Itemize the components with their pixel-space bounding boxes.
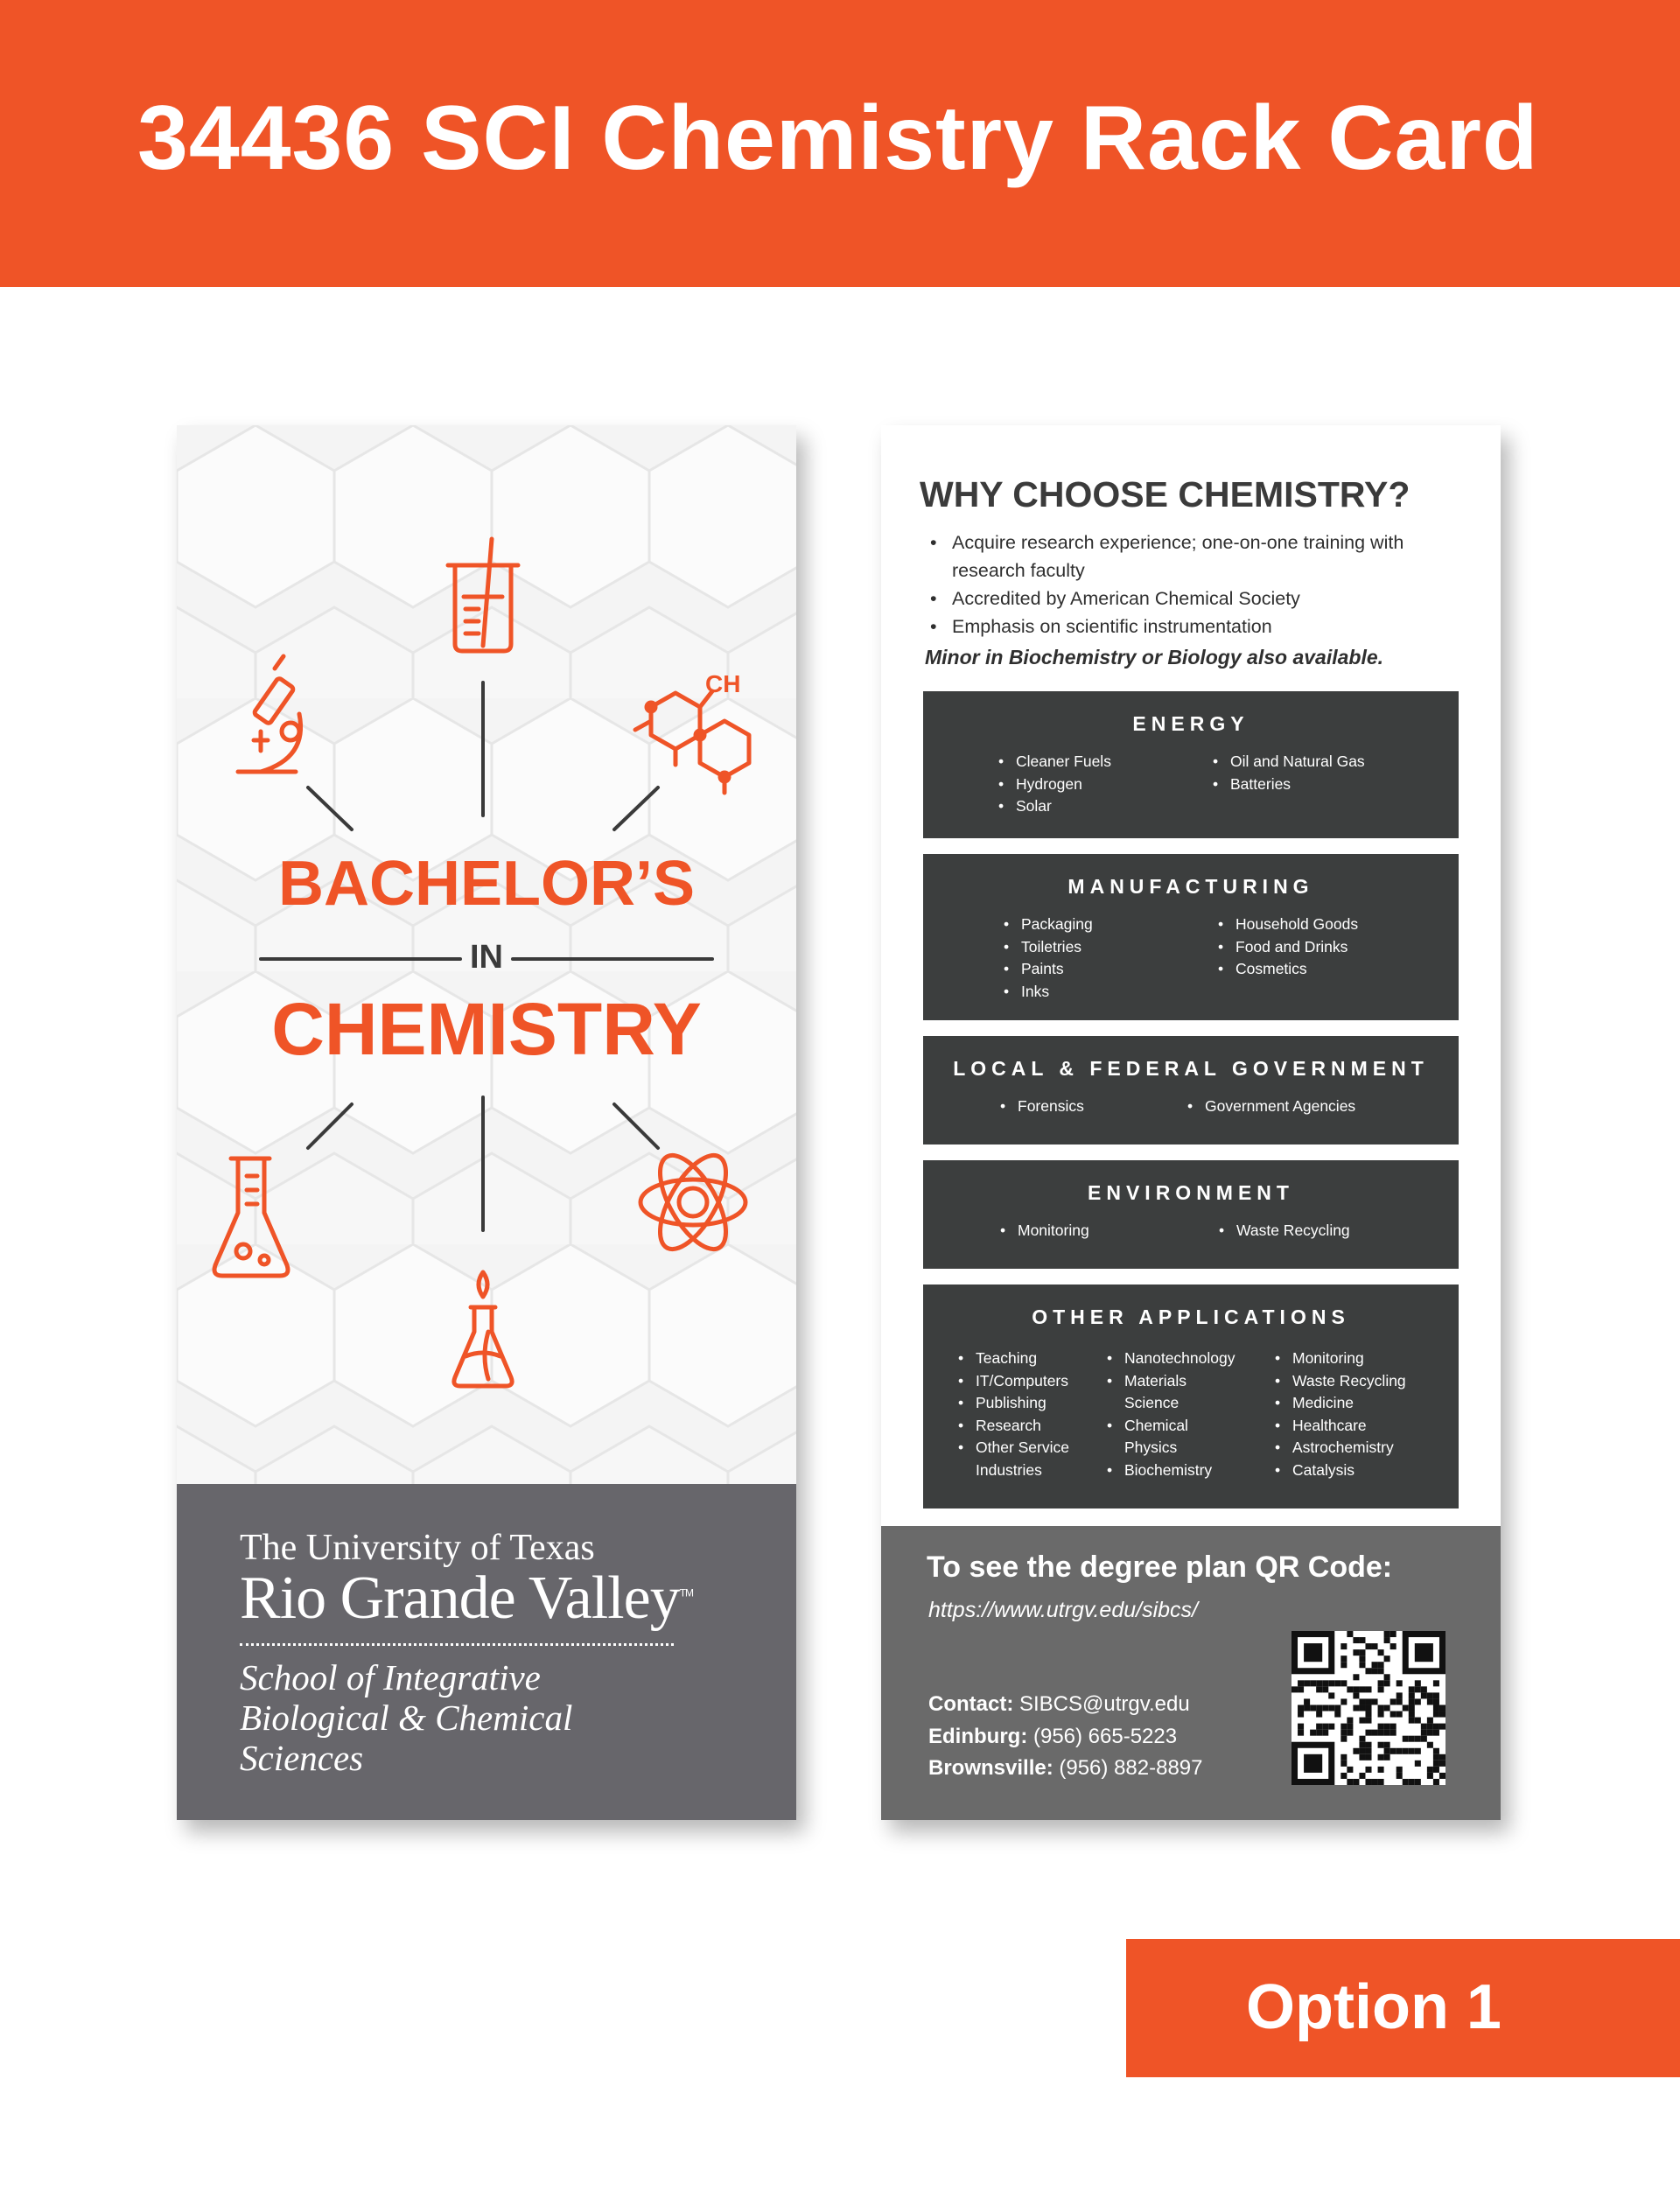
contact-label: Contact: <box>928 1692 1014 1716</box>
atom-icon <box>640 1145 746 1259</box>
brownsville-phone[interactable]: (956) 882-8897 <box>1053 1756 1203 1780</box>
list-item: • Healthcare <box>1273 1415 1406 1438</box>
other-applications-box <box>923 1284 1459 1508</box>
rack-card-front <box>177 425 796 1820</box>
environment-title: ENVIRONMENT <box>1088 1181 1294 1204</box>
why-heading: WHY CHOOSE CHEMISTRY? <box>920 474 1410 514</box>
list-item: • Catalysis <box>1273 1460 1406 1482</box>
rack-card-back <box>881 425 1501 1820</box>
government-list-right <box>1186 1096 1355 1118</box>
other-list-col-2 <box>1105 1348 1235 1481</box>
manufacturing-title: MANUFACTURING <box>1068 875 1314 898</box>
document-title: 34436 SCI Chemistry Rack Card <box>137 88 1539 189</box>
beaker-icon <box>448 539 518 651</box>
list-item-continued: Science <box>1124 1394 1180 1411</box>
why-bullets <box>928 528 1470 640</box>
qr-heading: To see the degree plan QR Code: <box>927 1550 1393 1584</box>
list-item-continued: Industries <box>976 1460 1042 1479</box>
list-item: • Inks <box>1002 981 1093 1004</box>
list-item: • Materials <box>1105 1370 1235 1393</box>
other-list-col-3 <box>1273 1348 1406 1481</box>
school-line-1: School of Integrative <box>240 1657 541 1698</box>
molecule-icon <box>635 691 749 793</box>
edinburg-phone[interactable]: (956) 665-5223 <box>1027 1724 1178 1748</box>
brownsville-label: Brownsville: <box>928 1756 1054 1780</box>
list-item: • Waste Recycling <box>1217 1220 1350 1242</box>
edinburg-line <box>928 1721 1203 1754</box>
list-item: • Cleaner Fuels <box>997 751 1111 774</box>
list-item: • Teaching <box>956 1348 1069 1370</box>
back-footer <box>881 1526 1501 1820</box>
list-item: • Forensics <box>998 1096 1084 1118</box>
dotted-divider <box>240 1643 674 1646</box>
manufacturing-list-left <box>1002 914 1093 1003</box>
edinburg-label: Edinburg: <box>928 1724 1028 1748</box>
list-item: • Astrochemistry <box>1273 1437 1406 1460</box>
qr-code-icon[interactable] <box>1292 1631 1446 1785</box>
brownsville-line <box>928 1753 1203 1785</box>
why-bullet: • Acquire research experience; one-on-one training with research faculty <box>928 528 1470 584</box>
environment-box <box>923 1160 1459 1269</box>
option-label: Option 1 <box>1246 1972 1502 2042</box>
list-item: • Packaging <box>1002 914 1093 936</box>
list-item: • Biochemistry <box>1105 1460 1235 1482</box>
list-item: • Paints <box>1002 958 1093 981</box>
list-item-continued: Physics <box>1124 1438 1178 1456</box>
top-banner <box>0 0 1680 287</box>
list-item: • Toiletries <box>1002 936 1093 959</box>
university-logo-text: Rio Grande Valley <box>240 1564 680 1632</box>
list-item: • Research <box>956 1415 1069 1438</box>
microscope-icon <box>238 656 301 772</box>
degree-plan-link[interactable]: https://www.utrgv.edu/sibcs/ <box>928 1598 1198 1622</box>
energy-list-left <box>997 751 1111 818</box>
molecule-label: CH <box>705 670 741 697</box>
manufacturing-list-right <box>1216 914 1358 981</box>
title-line-1: BACHELOR’S <box>277 849 695 919</box>
option-badge <box>1126 1939 1680 2077</box>
list-item: • Publishing <box>956 1392 1069 1415</box>
government-title: LOCAL & FEDERAL GOVERNMENT <box>953 1057 1429 1080</box>
school-line-2: Biological & Chemical <box>240 1698 573 1738</box>
contact-email[interactable]: SIBCS@utrgv.edu <box>1013 1692 1190 1716</box>
burner-flask-icon <box>454 1272 512 1386</box>
title-line-3: CHEMISTRY <box>271 988 702 1070</box>
list-item: • Monitoring <box>1273 1348 1406 1370</box>
list-item: • Household Goods <box>1216 914 1358 936</box>
manufacturing-box <box>923 854 1459 1020</box>
environment-list-right <box>1217 1220 1350 1242</box>
list-item: • Food and Drinks <box>1216 936 1358 959</box>
list-item: • Solar <box>997 795 1111 818</box>
contact-line <box>928 1689 1203 1721</box>
list-item: • Other Service <box>956 1437 1069 1460</box>
energy-list-right <box>1211 751 1365 795</box>
other-applications-title: OTHER APPLICATIONS <box>1032 1306 1350 1328</box>
school-name <box>240 1657 572 1778</box>
list-item: • IT/Computers <box>956 1370 1069 1393</box>
energy-box <box>923 691 1459 838</box>
government-list-left <box>998 1096 1084 1118</box>
list-item: • Oil and Natural Gas <box>1211 751 1365 774</box>
list-item: • Government Agencies <box>1186 1096 1355 1118</box>
university-name-line-2 <box>240 1564 694 1632</box>
list-item: • Medicine <box>1273 1392 1406 1415</box>
minor-note: Minor in Biochemistry or Biology also available. <box>925 646 1384 668</box>
environment-list-left <box>998 1220 1089 1242</box>
list-item: • Waste Recycling <box>1273 1370 1406 1393</box>
government-box <box>923 1036 1459 1144</box>
list-item: • Hydrogen <box>997 774 1111 796</box>
other-list-col-1 <box>956 1348 1069 1481</box>
list-item: • Batteries <box>1211 774 1365 796</box>
why-bullet: • Emphasis on scientific instrumentation <box>928 612 1470 640</box>
title-line-2: IN <box>470 939 503 976</box>
university-name-line-1: The University of Texas <box>240 1528 595 1568</box>
list-item: • Cosmetics <box>1216 958 1358 981</box>
list-item: • Monitoring <box>998 1220 1089 1242</box>
why-bullet: • Accredited by American Chemical Society <box>928 584 1470 612</box>
front-footer <box>177 1484 796 1820</box>
school-line-3: Sciences <box>240 1738 364 1778</box>
contact-info <box>928 1689 1203 1785</box>
trademark-mark: TM <box>679 1586 694 1600</box>
energy-title: ENERGY <box>1132 712 1250 735</box>
list-item: • Chemical <box>1105 1415 1235 1438</box>
flask-icon <box>214 1158 288 1276</box>
list-item: • Nanotechnology <box>1105 1348 1235 1370</box>
